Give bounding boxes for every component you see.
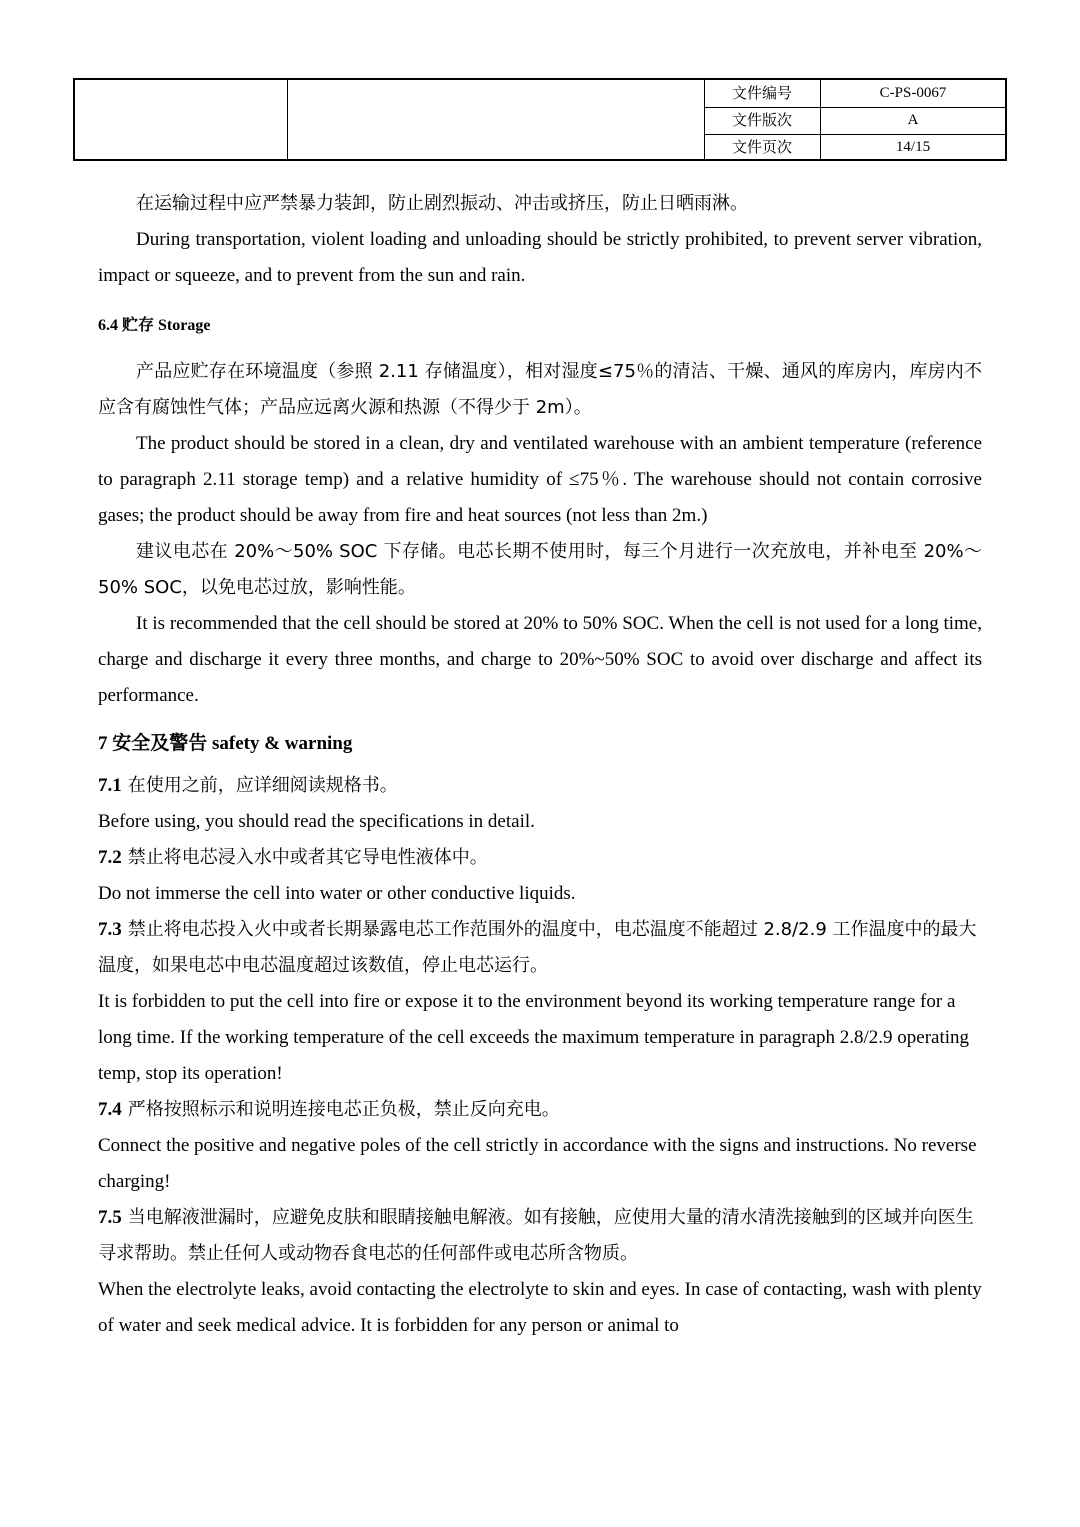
safety-item-zh: 禁止将电芯浸入水中或者其它导电性液体中。 — [127, 847, 488, 868]
safety-item-zh: 当电解液泄漏时，应避免皮肤和眼睛接触电解液。如有接触，应使用大量的清水清洗接触到的区域并向医生寻求帮助。禁止任何人或动物吞食电芯的任何部件或电芯所含物质。 — [98, 1207, 974, 1264]
safety-item — [98, 912, 982, 1092]
version-value: A — [907, 112, 919, 128]
safety-item — [98, 1092, 982, 1200]
storage-paragraph-2-en: It is recommended that the cell should be stored at 20% to 50% SOC. When the cell is not used for a long time, charge and discharge it every three months, and charge to 20%~50% SOC to avoid over discharge and affect its performance. — [98, 613, 982, 706]
safety-item-zh: 在使用之前，应详细阅读规格书。 — [127, 775, 398, 796]
safety-item-number: 7.2 — [98, 847, 122, 868]
document-header-table — [73, 78, 1007, 161]
header-title-cell — [287, 80, 705, 159]
safety-item-en: It is forbidden to put the cell into fire or expose it to the environment beyond its working temperature range for a long time. If the working temperature of the cell exceeds the maximum temperature in paragraph 2.8/2.9 operating temp, stop its operation! — [98, 991, 970, 1084]
safety-item-en: Do not immerse the cell into water or other conductive liquids. — [98, 883, 576, 904]
doc-no-value: C-PS-0067 — [879, 85, 947, 101]
doc-no-label: 文件编号 — [704, 80, 821, 107]
safety-item — [98, 768, 982, 840]
safety-item-en: Connect the positive and negative poles of the cell strictly in accordance with the signs and instructions. No reverse charging! — [98, 1135, 977, 1192]
safety-item-number: 7.3 — [98, 919, 122, 940]
transport-paragraph-en: During transportation, violent loading and unloading should be strictly prohibited, to prevent server vibration, impact or squeeze, and to prevent from the sun and rain. — [98, 229, 982, 286]
header-row-version — [704, 107, 1005, 135]
safety-item-number: 7.5 — [98, 1207, 122, 1228]
safety-item-number: 7.1 — [98, 775, 122, 796]
safety-item-zh: 禁止将电芯投入火中或者长期暴露电芯工作范围外的温度中，电芯温度不能超过 2.8/2.9 工作温度中的最大温度，如果电芯中电芯温度超过该数值，停止电芯运行。 — [98, 919, 977, 976]
storage-paragraph-2-zh: 建议电芯在 20%～50% SOC 下存储。电芯长期不使用时，每三个月进行一次充放电，并补电至 20%～50% SOC，以免电芯过放，影响性能。 — [98, 541, 982, 598]
safety-item — [98, 1200, 982, 1344]
page-label: 文件页次 — [704, 134, 821, 161]
header-info-grid — [704, 80, 1005, 159]
safety-item-en: When the electrolyte leaks, avoid contacting the electrolyte to skin and eyes. In case of contacting, wash with plenty of water and seek medical advice. It is forbidden for any person or animal to — [98, 1279, 982, 1336]
storage-paragraph-1-en: The product should be stored in a clean, dry and ventilated warehouse with an ambient temperature (reference to paragraph 2.11 storage temp) and a relative humidity of ≤75％. The warehouse should not contain corrosive gases; the product should be away from fire and heat sources (not less than 2m.) — [98, 433, 982, 526]
header-logo-cell — [75, 80, 288, 159]
document-body — [98, 186, 982, 1344]
transport-paragraph-zh: 在运输过程中应严禁暴力装卸，防止剧烈振动、冲击或挤压，防止日晒雨淋。 — [136, 193, 748, 214]
header-row-doc-no — [704, 80, 1005, 108]
safety-heading: 7 安全及警告 safety & warning — [98, 733, 353, 754]
header-row-page — [704, 134, 1005, 161]
safety-item-en: Before using, you should read the specifications in detail. — [98, 811, 535, 832]
storage-paragraph-1-zh: 产品应贮存在环境温度（参照 2.11 存储温度），相对湿度≤75％的清洁、干燥、通风的库房内，库房内不应含有腐蚀性气体；产品应远离火源和热源（不得少于 2m）。 — [98, 361, 982, 418]
safety-item-zh: 严格按照标示和说明连接电芯正负极，禁止反向充电。 — [127, 1099, 560, 1120]
safety-item-number: 7.4 — [98, 1099, 122, 1120]
version-label: 文件版次 — [704, 107, 821, 134]
safety-item — [98, 840, 982, 912]
page-value: 14/15 — [895, 139, 931, 155]
storage-heading: 6.4 贮存 Storage — [98, 317, 211, 334]
